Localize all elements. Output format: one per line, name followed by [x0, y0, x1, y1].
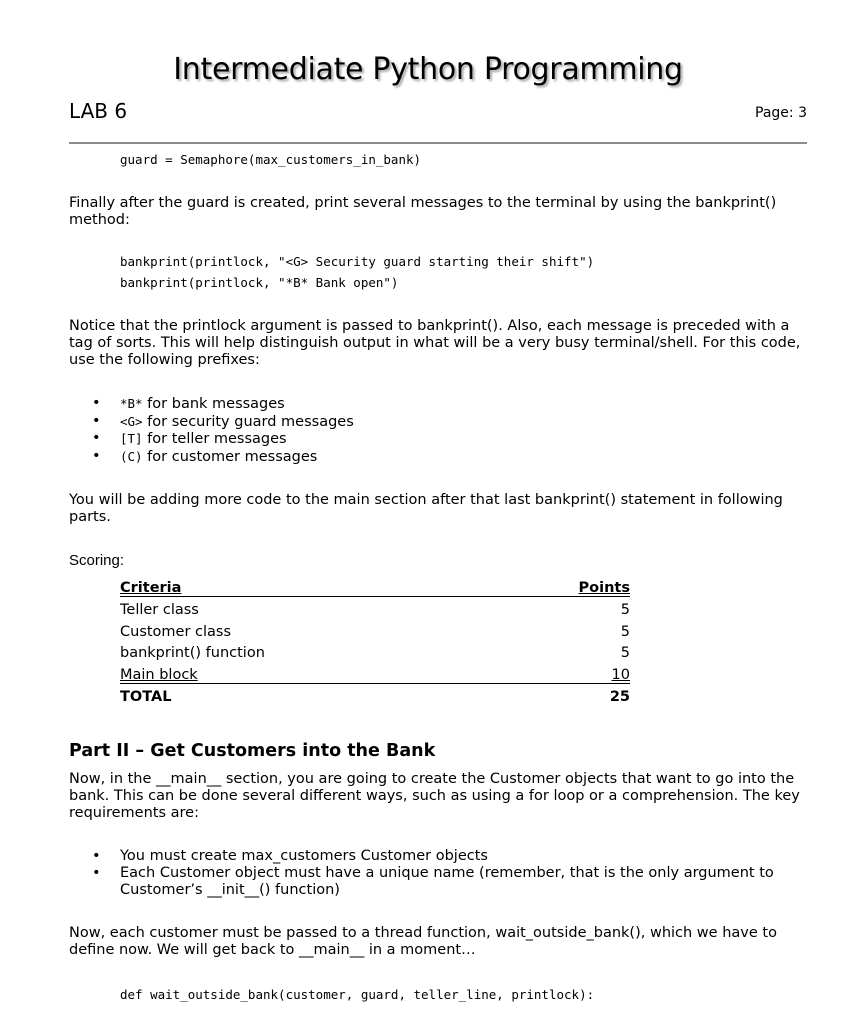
list-item	[92, 413, 354, 431]
paragraph-notice: Notice that the printlock argument is passed to bankprint(). Also, each message is preceded with a tag of sorts. This will help distinguish output in what will be a very busy terminal/shell. For this code, use the following prefixes:	[69, 318, 801, 368]
table-row	[120, 640, 630, 662]
criteria-text: Main block	[120, 666, 198, 683]
list-item	[92, 448, 354, 466]
criteria-cell: Teller class	[120, 602, 199, 618]
points-cell: 5	[620, 602, 630, 618]
table-row	[120, 618, 630, 640]
table-row	[120, 661, 630, 683]
table-total-row	[120, 683, 630, 705]
code-bankprint-line-1: bankprint(printlock, "<G> Security guard starting their shift")	[120, 254, 595, 269]
prefix-tag: (C)	[120, 449, 143, 465]
list-item	[92, 395, 354, 413]
points-header: Points	[496, 574, 630, 596]
requirements-list	[92, 848, 810, 899]
total-points: 25	[609, 689, 630, 705]
prefix-tag: [T]	[120, 431, 143, 447]
prefix-tag: *B*	[120, 396, 143, 411]
paragraph-thread: Now, each customer must be passed to a thread function, wait_outside_bank(), which we have to define now. We will get back to __main__ in a moment…	[69, 925, 777, 958]
points-cell: 5	[620, 623, 630, 640]
points-cell: 5	[620, 645, 630, 661]
page-number: Page: 3	[755, 105, 807, 121]
points-cell	[496, 661, 630, 683]
list-item: • Each Customer object must have a unique name (remember, that is the only argument to Customer’s __init__() function)	[92, 865, 810, 899]
prefix-desc: for teller messages	[142, 431, 287, 448]
prefix-tag: <G>	[120, 413, 143, 429]
criteria-cell: bankprint() function	[120, 645, 265, 661]
list-item	[92, 430, 354, 448]
criteria-cell: Customer class	[120, 623, 232, 640]
header-divider	[69, 142, 807, 144]
code-bankprint-line-2: bankprint(printlock, "*B* Bank open")	[120, 275, 399, 290]
paragraph-part-two-intro: Now, in the __main__ section, you are going to create the Customer objects that want to go into the bank. This can be done several different ways, such as using a for loop or a comprehension. The key requirements are:	[69, 771, 800, 821]
table-header-row	[120, 574, 630, 596]
criteria-cell	[120, 661, 496, 683]
paragraph-adding: You will be adding more code to the main section after that last bankprint() statement in following parts.	[69, 492, 783, 525]
criteria-header: Criteria	[120, 574, 496, 596]
part-two-heading: Part II – Get Customers into the Bank	[69, 741, 436, 761]
prefix-desc: for bank messages	[142, 396, 285, 412]
lab-label: LAB 6	[69, 99, 128, 123]
code-guard-line: guard = Semaphore(max_customers_in_bank)	[120, 152, 422, 167]
prefix-desc: for customer messages	[142, 449, 318, 466]
total-label: TOTAL	[120, 689, 172, 705]
paragraph-finally: Finally after the guard is created, print several messages to the terminal by using the bankprint() method:	[69, 195, 777, 228]
document-title: Intermediate Python Programming	[173, 52, 683, 87]
code-def-line: def wait_outside_bank(customer, guard, teller_line, printlock):	[120, 987, 595, 1002]
table-row	[120, 596, 630, 618]
prefix-list	[92, 395, 354, 466]
scoring-table	[120, 574, 630, 705]
scoring-label: Scoring:	[69, 552, 125, 569]
list-item: • You must create max_customers Customer objects	[92, 848, 810, 865]
prefix-desc: for security guard messages	[142, 413, 354, 430]
points-text: 10	[611, 666, 630, 683]
